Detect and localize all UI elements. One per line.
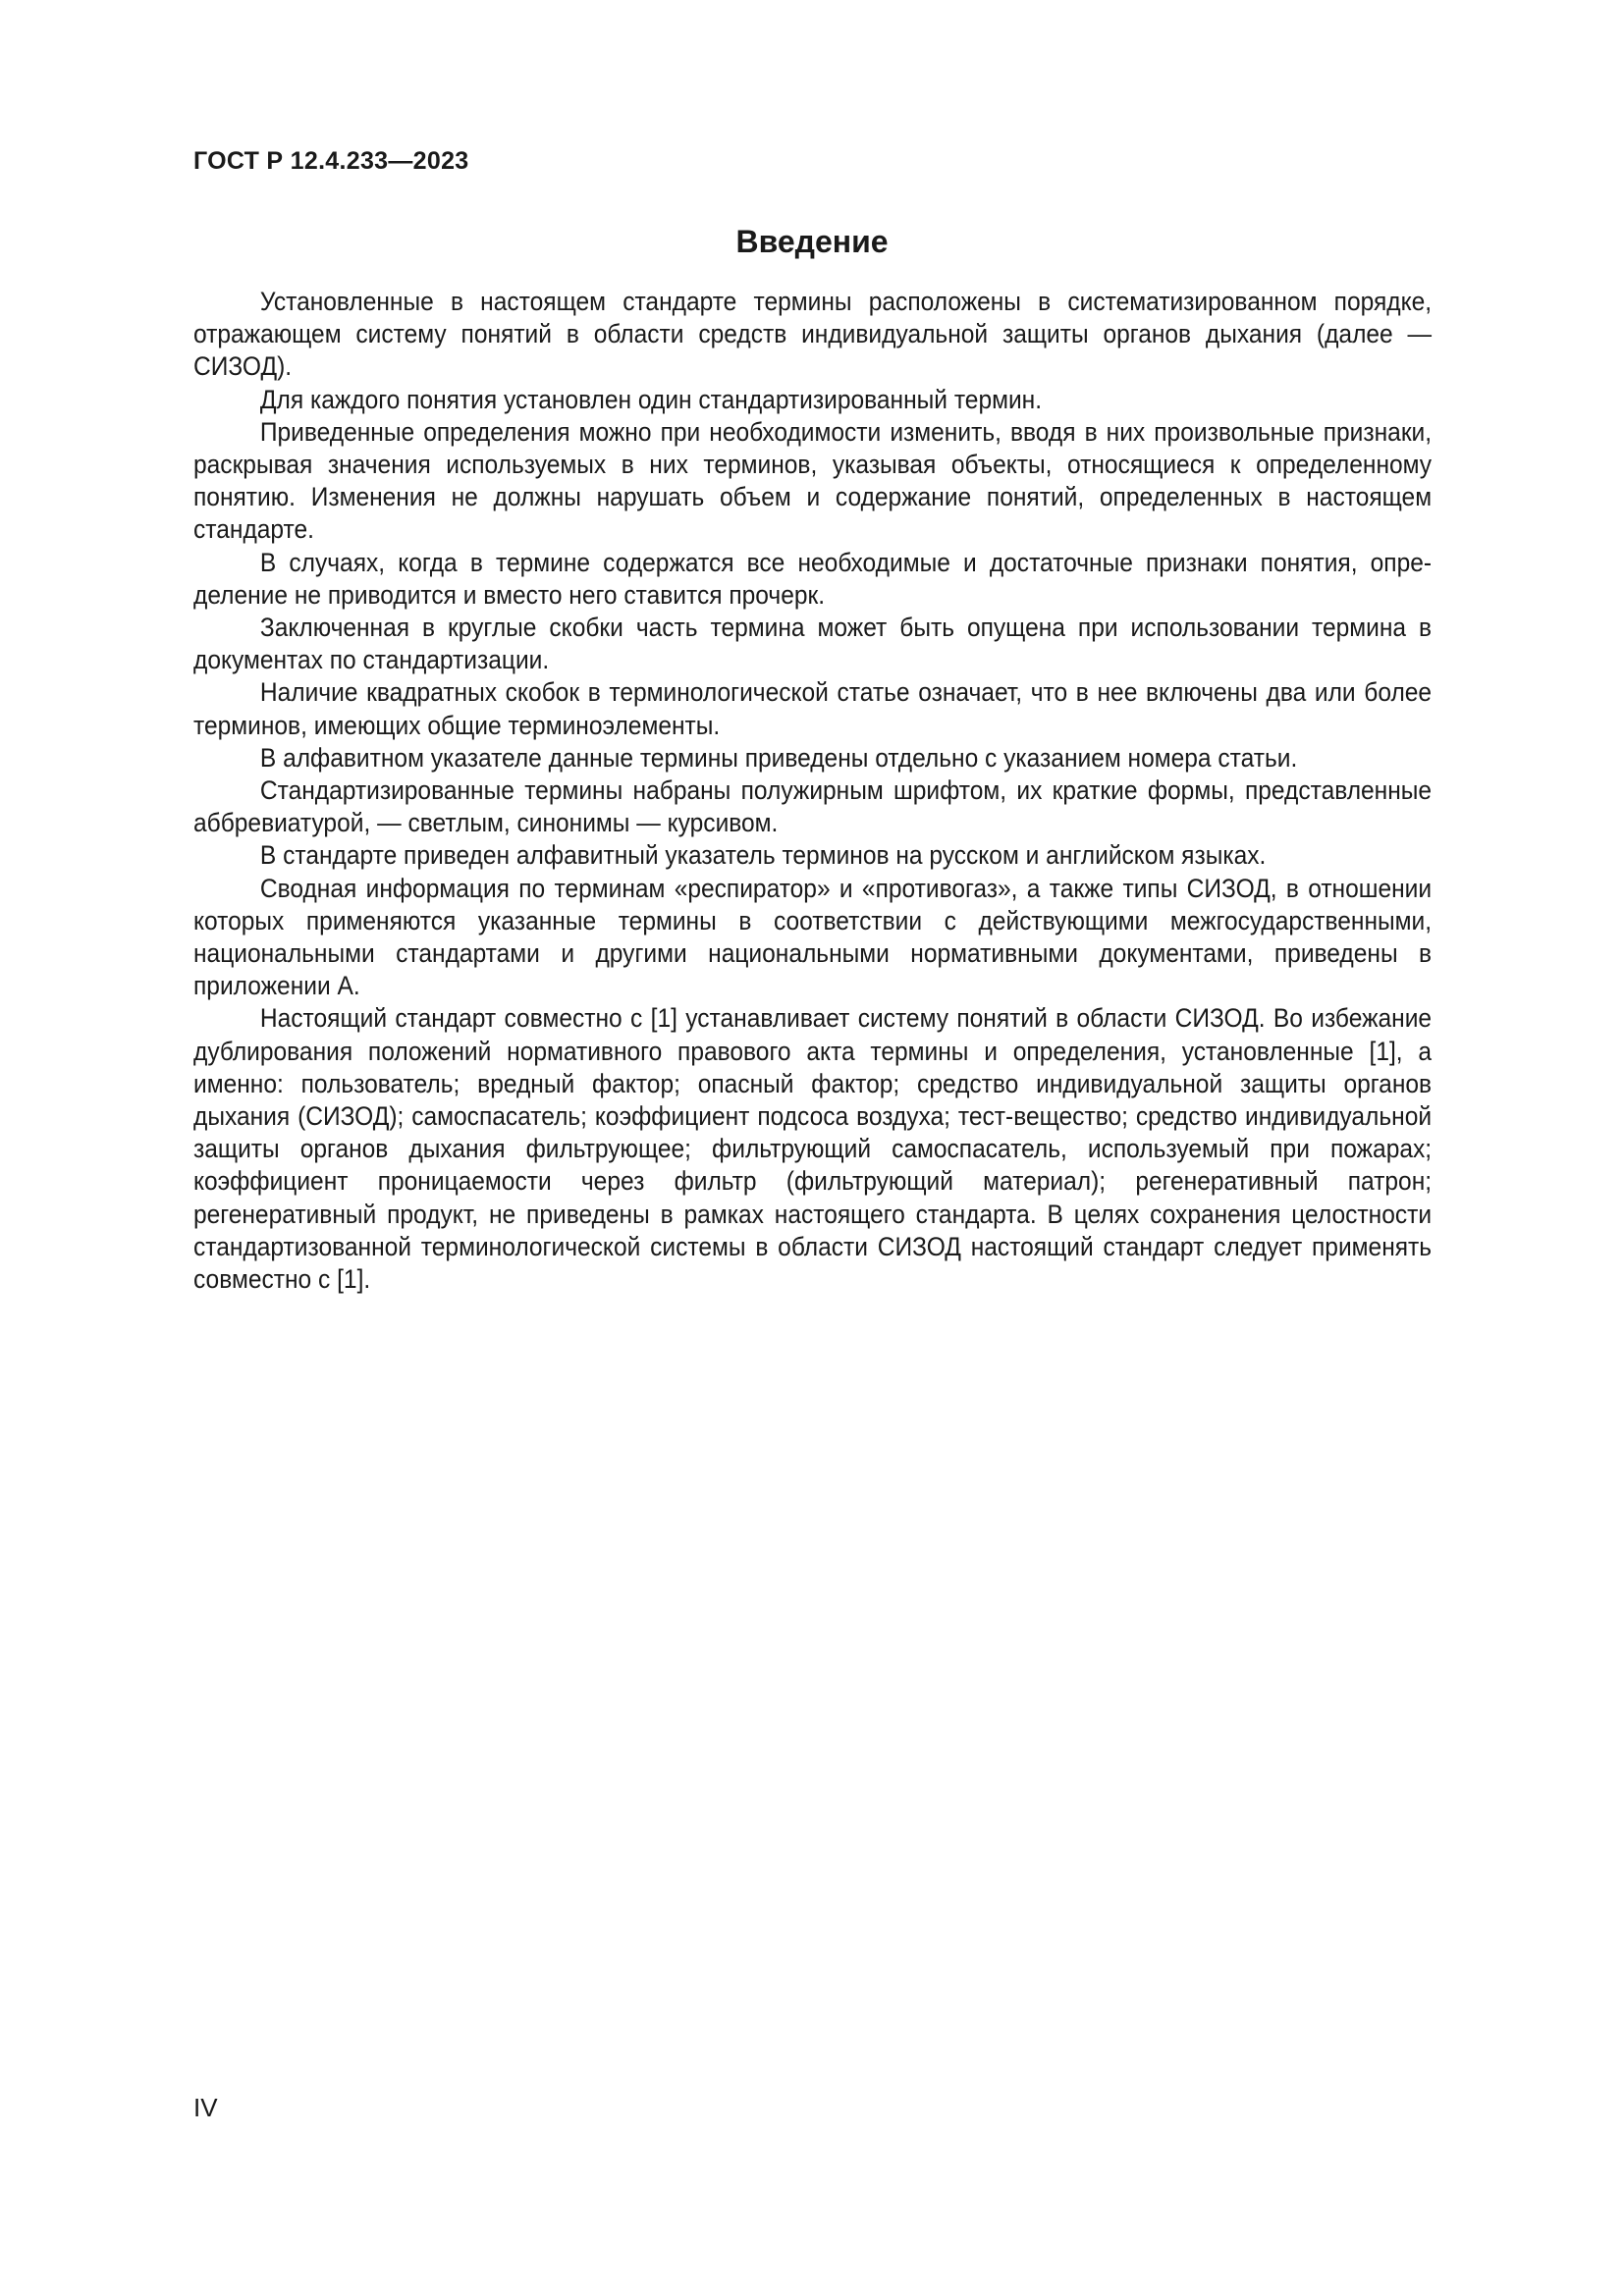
paragraph-11: Настоящий стандарт совместно с [1] устанавливает систему понятий в области СИЗОД. Во избежание дублирования положений нормативного правового акта термины и определения, установленные [1], а именно: пользователь; вредный фактор; опасный фактор; средство индивидуальной защиты органов дыхания (СИЗОД); самоспасатель; коэффициент подсоса воздуха; тест-вещество; средство индивидуальной защиты органов дыхания фильтрующее; фильтрующий самоспасатель, используемый при пожарах; коэффициент проницаемости через фильтр (фильтрующий материал); регенеративный патрон; регенеративный продукт, не приведены в рамках настоящего стандарта. В целях сохранения целостности стандартизованной терминологической системы в области СИЗОД настоящий стандарт следует применять совместно с [1]. xyxy=(193,1003,1433,1295)
section-title: Введение xyxy=(735,224,889,259)
paragraph-2: Для каждого понятия установлен один стандартизированный термин. xyxy=(259,384,1043,414)
paragraph-9: В стандарте приведен алфавитный указатель терминов на русском и английском языках. xyxy=(259,840,1267,871)
paragraph-10: Сводная информация по терминам «респиратор» и «противогаз», а также типы СИЗОД, в отношении которых применяются указанные термины в соответствии с действующими межгосударственными, национальными стандартами и другими национальными нормативными документами, приведены в приложении А. xyxy=(193,873,1433,1001)
document-standard-id: ГОСТ Р 12.4.233—2023 xyxy=(193,147,469,175)
paragraph-5: Заключенная в круглые скобки часть термина может быть опущена при использовании термина в документах по стандартизации. xyxy=(193,613,1433,675)
paragraph-7: В алфавитном указателе данные термины приведены отдельно с указанием номера статьи. xyxy=(259,742,1298,773)
paragraph-6: Наличие квадратных скобок в терминологической статье означает, что в нее включены два или более терминов, имеющих общие терминоэлементы. xyxy=(193,677,1433,740)
paragraph-4: В случаях, когда в термине содержатся все необходимые и достаточные признаки понятия, определение не приводится и вместо него ставится прочерк. xyxy=(193,547,1433,610)
page-number: IV xyxy=(193,2093,218,2122)
paragraph-1: Установленные в настоящем стандарте термины расположены в систематизированном порядке, отражающем систему понятий в области средств индивидуальной защиты органов дыхания (далее — СИЗОД). xyxy=(193,287,1433,382)
paragraph-3: Приведенные определения можно при необходимости изменить, вводя в них произвольные признаки, раскрывая значения используемых в них терминов, указывая объекты, относящиеся к определенному понятию. Изменения не должны нарушать объем и содержание понятий, определенных в настоящем стандарте. xyxy=(193,416,1433,545)
paragraph-8: Стандартизированные термины набраны полужирным шрифтом, их краткие формы, представленные аббревиатурой, — светлым, синонимы — курсивом. xyxy=(193,775,1433,838)
introduction-body xyxy=(193,286,1432,1296)
